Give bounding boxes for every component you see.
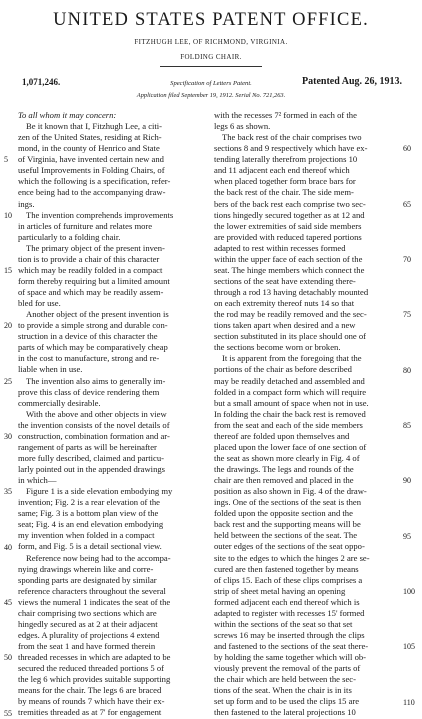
margin-line-number: 5: [4, 155, 8, 165]
margin-line-number: 75: [403, 310, 411, 320]
specification-label: Specification of Letters Patent.: [170, 80, 252, 87]
text-line: on each extremity thereof nuts 14 so that: [214, 298, 355, 309]
margin-line-number: 90: [403, 476, 411, 486]
text-line: of Virginia, have invented certain new and: [18, 154, 164, 165]
text-line: more fully described, claimed and particu-: [18, 452, 165, 463]
margin-line-number: 40: [4, 542, 12, 552]
text-line: which the following is a specification, refer-: [18, 176, 171, 187]
text-line: set up form and to be used the clips 15 are: [214, 696, 360, 707]
text-line: commercially desirable.: [18, 397, 101, 408]
text-line: outer edges of the sections of the seat oppo-: [214, 541, 365, 552]
text-line: means for the chair. The legs 6 are braced: [18, 685, 162, 696]
text-line: held between the sections of the seat. The: [214, 530, 358, 541]
text-line: by holding the same together which will ob-: [214, 652, 367, 663]
text-line: tions taken apart when desired and a new: [214, 320, 356, 331]
text-line: same; Fig. 3 is a bottom plan view of the: [18, 508, 159, 519]
text-line: back rest and the supporting means will be: [214, 519, 361, 530]
margin-line-number: 55: [4, 708, 12, 718]
text-line: tions hingedly secured together as at 12 and: [214, 209, 365, 220]
text-line: sponding parts are designated by similar: [18, 574, 157, 585]
text-line: sections 8 and 9 respectively which have ex-: [214, 143, 368, 154]
patent-office-heading: UNITED STATES PATENT OFFICE.: [53, 10, 369, 30]
text-line: seat. The hinge members which connect the: [214, 264, 365, 275]
text-line: legs 6 as shown.: [214, 121, 271, 132]
text-line: section substituted in its place should one of: [214, 331, 367, 342]
text-line: strip of sheet metal having an opening: [214, 585, 346, 596]
patented-date: Patented Aug. 26, 1913.: [302, 76, 402, 87]
text-line: ings. One of the sections of the seat is then: [214, 497, 362, 508]
invention-title: FOLDING CHAIR.: [180, 53, 242, 61]
text-line: zen of the United States, residing at Rich-: [18, 132, 162, 143]
text-line: reference characters throughout the several: [18, 585, 166, 596]
text-line: In folding the chair the back rest is removed: [214, 408, 366, 419]
margin-line-number: 100: [403, 587, 415, 596]
text-line: the sections become worn or broken.: [214, 342, 341, 353]
title-rule: [160, 66, 262, 67]
text-line: useful Improvements in Folding Chairs, of: [18, 165, 165, 176]
text-line: the rod may be readily removed and the sec-: [214, 309, 367, 320]
margin-line-number: 95: [403, 531, 411, 541]
margin-line-number: 45: [4, 598, 12, 608]
text-line: the invention consists of the novel details of: [18, 419, 170, 430]
margin-line-number: 30: [4, 432, 12, 442]
text-line: threaded recesses in which are adapted to be: [18, 652, 171, 663]
text-line: when placed together form brace bars for: [214, 176, 356, 187]
margin-line-number: 110: [403, 697, 415, 707]
margin-line-number: 60: [403, 144, 411, 154]
text-line: the leg 6 which provides suitable supporting: [18, 674, 171, 685]
patent-number: 1,071,246.: [22, 77, 61, 87]
text-line: bers of the back rest each comprise two sec-: [214, 198, 366, 209]
text-line: the lower extremities of said side members: [214, 220, 362, 231]
text-line: by means of rounds 7 which have their ex-: [18, 696, 165, 707]
margin-line-number: 20: [4, 321, 12, 331]
text-line: in the cost to manufacture, strong and re-: [18, 353, 160, 364]
text-line: With the above and other objects in view: [26, 408, 167, 419]
text-line: bled for use.: [18, 298, 61, 309]
text-line: particularly to a folding chair.: [18, 231, 121, 242]
text-line: Reference now being had to the accompa-: [26, 552, 171, 563]
text-line: in which—: [18, 475, 57, 486]
text-line: ence being had to the accompanying draw-: [18, 187, 166, 198]
text-line: adapted to register with recesses 15' formed: [214, 607, 365, 618]
text-line: nying drawings wherein like and corre-: [18, 563, 154, 574]
text-line: form, and Fig. 5 is a detail sectional view.: [18, 541, 162, 552]
text-line: liable when in use.: [18, 364, 83, 375]
text-line: Be it known that I, Fitzhugh Lee, a citi-: [26, 121, 163, 132]
text-line: screws 16 may be inserted through the clips: [214, 629, 365, 640]
text-line: then fastened to the lateral projections 10: [214, 707, 356, 718]
text-line: form thereby requiring but a limited amount: [18, 275, 170, 286]
text-line: within the upper face of each section of the: [214, 253, 363, 264]
text-line: the chair which are held between the sec-: [214, 674, 356, 685]
text-line: rangement of parts as will be hereinafter: [18, 441, 157, 452]
text-line: and 11 adjacent each end thereof which: [214, 165, 350, 176]
text-line: secured the reduced threaded portions 5 of: [18, 663, 165, 674]
margin-line-number: 65: [403, 199, 411, 209]
margin-line-number: 85: [403, 420, 411, 430]
text-line: portions of the chair as before described: [214, 364, 352, 375]
text-line: viously prevent the removal of the parts of: [214, 663, 361, 674]
text-line: prove this class of device rendering them: [18, 386, 160, 397]
margin-line-number: 80: [403, 365, 411, 375]
text-line: in articles of furniture and relates more: [18, 220, 153, 231]
text-line: Figure 1 is a side elevation embodying my: [26, 486, 173, 497]
text-line: placed upon the lower face of one section of: [214, 441, 367, 452]
text-line: adapted to rest within recesses formed: [214, 242, 346, 253]
text-line: through a rod 13 having detachably mounted: [214, 287, 369, 297]
text-line: chair comprising two sections which are: [18, 607, 157, 618]
text-line: thereof are folded upon themselves and: [214, 430, 350, 441]
text-line: tions of the seat. When the chair is in its: [214, 685, 352, 696]
text-line: Another object of the present invention is: [26, 309, 169, 320]
text-line: parts of which may be comparatively cheap: [18, 342, 168, 353]
text-line: from the seat 1 and have formed therein: [18, 641, 156, 651]
text-line: the seat as shown more clearly in Fig. 4 of: [214, 452, 360, 463]
text-line: tion is to provide a chair of this character: [18, 253, 160, 264]
text-line: site to the edges to which the hinges 2 are se-: [214, 552, 370, 563]
right-text-column: [214, 110, 402, 718]
text-line: The invention comprehends improvements: [26, 209, 174, 220]
text-line: from the seat and each of the side members: [214, 419, 363, 430]
text-line: The back rest of the chair comprises two: [222, 132, 362, 143]
application-info: Application filed September 19, 1912. Serial No. 721,263.: [136, 92, 286, 99]
text-line: folded in a compact form which will require: [214, 386, 367, 397]
text-line: To all whom it may concern:: [18, 110, 117, 120]
text-line: larly pointed out in the appended drawings: [18, 464, 166, 474]
text-line: construction, combination formation and ar-: [18, 430, 170, 441]
margin-line-number: 105: [403, 642, 415, 652]
text-line: my invention when folded in a compact: [18, 530, 155, 541]
margin-line-number: 10: [4, 210, 12, 220]
margin-line-number: 35: [4, 487, 12, 497]
inventor-line: FITZHUGH LEE, OF RICHMOND, VIRGINIA.: [134, 38, 288, 46]
text-line: edges. A plurality of projections 4 extend: [18, 629, 160, 640]
text-line: hingedly secured as at 2 at their adjacent: [18, 618, 158, 629]
text-line: invention; Fig. 2 is a rear elevation of the: [18, 497, 160, 508]
text-line: views the numeral 1 indicates the seat of the: [18, 596, 171, 607]
text-line: to provide a simple strong and durable con-: [18, 320, 168, 331]
margin-line-number: 70: [403, 254, 411, 264]
margin-line-number: 50: [4, 653, 12, 663]
text-line: cured are then fastened together by means: [214, 563, 359, 574]
text-line: tending laterally therefrom projections 10: [214, 154, 358, 165]
text-line: position as also shown in Fig. 4 of the draw-: [214, 486, 367, 497]
text-line: and fastened to the sections of the seat there-: [214, 641, 369, 651]
text-line: The primary object of the present inven-: [26, 242, 165, 253]
text-line: the drawings. The legs and rounds of the: [214, 464, 354, 474]
text-line: with the recesses 7² formed in each of the: [214, 110, 357, 120]
text-line: struction in a device of this character the: [18, 331, 158, 342]
text-line: folded upon the opposite section and the: [214, 508, 353, 519]
text-line: of space and which may be readily assem-: [18, 287, 164, 297]
text-line: formed adjacent each end thereof which is: [214, 596, 360, 607]
text-line: the back rest of the chair. The side mem-: [214, 187, 354, 198]
margin-line-number: 15: [4, 265, 12, 275]
left-text-column: [18, 110, 205, 718]
text-line: which may be readily folded in a compact: [18, 264, 163, 275]
text-line: It is apparent from the foregoing that the: [222, 353, 362, 364]
text-line: tremities threaded as at 7' for engagement: [18, 707, 162, 718]
text-line: seat; Fig. 4 is an end elevation embodying: [18, 519, 164, 530]
text-line: may be readily detached and assembled and: [214, 375, 365, 386]
margin-line-number: 25: [4, 376, 12, 386]
text-line: but a small amount of space when not in use.: [214, 397, 369, 408]
text-line: ings.: [18, 198, 35, 209]
text-line: The invention also aims to generally im-: [26, 375, 166, 386]
text-line: are provided with reduced tapered portions: [214, 231, 362, 242]
text-line: chair are then removed and placed in the: [214, 475, 354, 486]
text-line: within the sections of the seat so that set: [214, 618, 353, 629]
text-line: sections of the seat have extending there-: [214, 275, 356, 286]
text-line: of clips 15. Each of these clips comprises a: [214, 574, 363, 585]
text-line: mond, in the county of Henrico and State: [18, 143, 160, 154]
